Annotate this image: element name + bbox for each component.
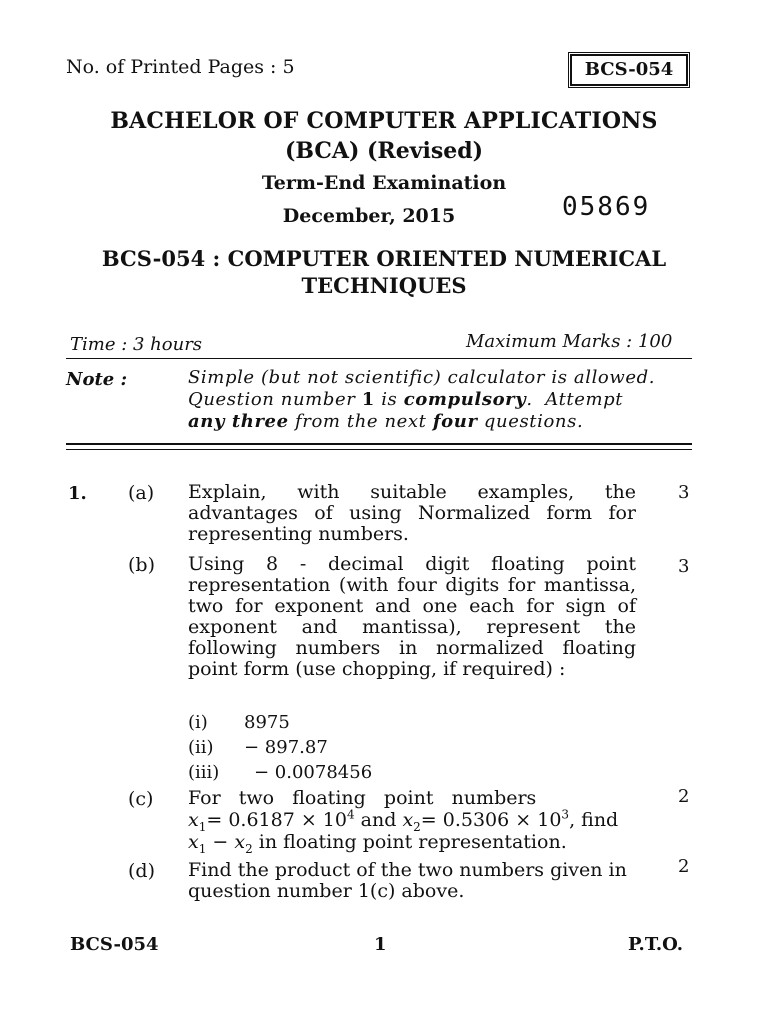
part-c-line3 bbox=[188, 831, 636, 856]
programme-short: (BCA) (Revised) bbox=[284, 138, 484, 164]
subpart-label: (iii) bbox=[188, 762, 220, 783]
divider bbox=[66, 358, 692, 359]
variable-x2: x bbox=[234, 831, 246, 853]
note-compulsory: compulsory bbox=[403, 389, 527, 410]
part-d-text: Find the product of the two numbers given in question number 1(c) above. bbox=[188, 859, 627, 902]
part-label: (b) bbox=[128, 554, 155, 576]
time-allowed: Time : 3 hours bbox=[70, 334, 203, 355]
note-label: Note : bbox=[66, 369, 128, 390]
minus-sign: − bbox=[206, 831, 235, 853]
subpart-value: − 897.87 bbox=[244, 737, 328, 758]
exponent: 3 bbox=[561, 807, 570, 822]
course-code-box: BCS-054 bbox=[570, 54, 688, 86]
part-label: (a) bbox=[128, 482, 155, 504]
printed-pages: No. of Printed Pages : 5 bbox=[66, 56, 295, 78]
note-text-segment: questions. bbox=[477, 411, 584, 432]
note-line2 bbox=[188, 389, 692, 411]
note-text-segment: . Attempt bbox=[526, 389, 624, 410]
text-segment: in floating point representation. bbox=[252, 831, 567, 853]
note-text-segment: is bbox=[374, 389, 404, 410]
part-label: (c) bbox=[128, 788, 154, 810]
subscript: 2 bbox=[413, 819, 421, 834]
variable-x1: x bbox=[188, 809, 199, 831]
double-divider-top bbox=[66, 443, 692, 445]
note-line3 bbox=[188, 411, 692, 433]
part-b-marks: 3 bbox=[678, 556, 690, 577]
note-text bbox=[188, 367, 692, 433]
subscript: 2 bbox=[245, 841, 253, 856]
note-any-three: any three bbox=[188, 411, 289, 432]
variable-x2: x bbox=[402, 809, 414, 831]
serial-number: 05869 bbox=[562, 192, 651, 222]
subscript: 1 bbox=[198, 819, 207, 834]
programme-title: BACHELOR OF COMPUTER APPLICATIONS bbox=[110, 108, 658, 134]
text-segment: , find bbox=[569, 809, 619, 831]
number-text: = 0.6187 × 10 bbox=[206, 809, 347, 831]
maximum-marks: Maximum Marks : 100 bbox=[466, 331, 673, 352]
subpart-label: (ii) bbox=[188, 737, 214, 758]
part-a-text: Explain, with suitable examples, the advantages of using Normalized form for representing numbers. bbox=[188, 481, 636, 545]
part-c-marks: 2 bbox=[678, 786, 690, 807]
exponent: 4 bbox=[346, 807, 355, 822]
part-label: (d) bbox=[128, 860, 155, 882]
part-b-text: Using 8 - decimal digit floating point representation (with four digits for mantissa, two for exponent and one each for sign of exponent and mantissa), represent the following numbers in normalized floating point form (use chopping, if required) : bbox=[188, 553, 636, 680]
variable-x1: x bbox=[188, 831, 199, 853]
note-line1: Simple (but not scientific) calculator is allowed. bbox=[188, 367, 656, 388]
exam-title: Term-End Examination bbox=[261, 172, 507, 194]
number-text: = 0.5306 × 10 bbox=[420, 809, 562, 831]
subscript: 1 bbox=[198, 841, 207, 856]
note-four: four bbox=[432, 411, 478, 432]
question-number: 1. bbox=[68, 483, 87, 504]
page-number: 1 bbox=[374, 934, 387, 955]
subpart-value: 8975 bbox=[244, 712, 290, 733]
subpart-value: − 0.0078456 bbox=[254, 762, 373, 783]
please-turn-over: P.T.O. bbox=[628, 934, 684, 955]
double-divider-bottom bbox=[66, 449, 692, 450]
exam-date: December, 2015 bbox=[282, 205, 456, 227]
part-d-marks: 2 bbox=[678, 856, 690, 877]
course-title-line1: BCS-054 : COMPUTER ORIENTED NUMERICAL bbox=[101, 246, 667, 271]
note-text-segment: from the next bbox=[288, 411, 433, 432]
footer-code: BCS-054 bbox=[70, 934, 159, 955]
text-segment: and bbox=[354, 809, 403, 831]
note-question-number: 1 bbox=[361, 389, 375, 410]
part-a-marks: 3 bbox=[678, 482, 690, 503]
part-c-line1: For two floating point numbers bbox=[188, 787, 537, 809]
note-text-segment: Question number bbox=[188, 389, 362, 410]
course-title-line2: TECHNIQUES bbox=[301, 273, 467, 298]
subpart-label: (i) bbox=[188, 712, 208, 733]
part-c-line2 bbox=[188, 807, 636, 834]
